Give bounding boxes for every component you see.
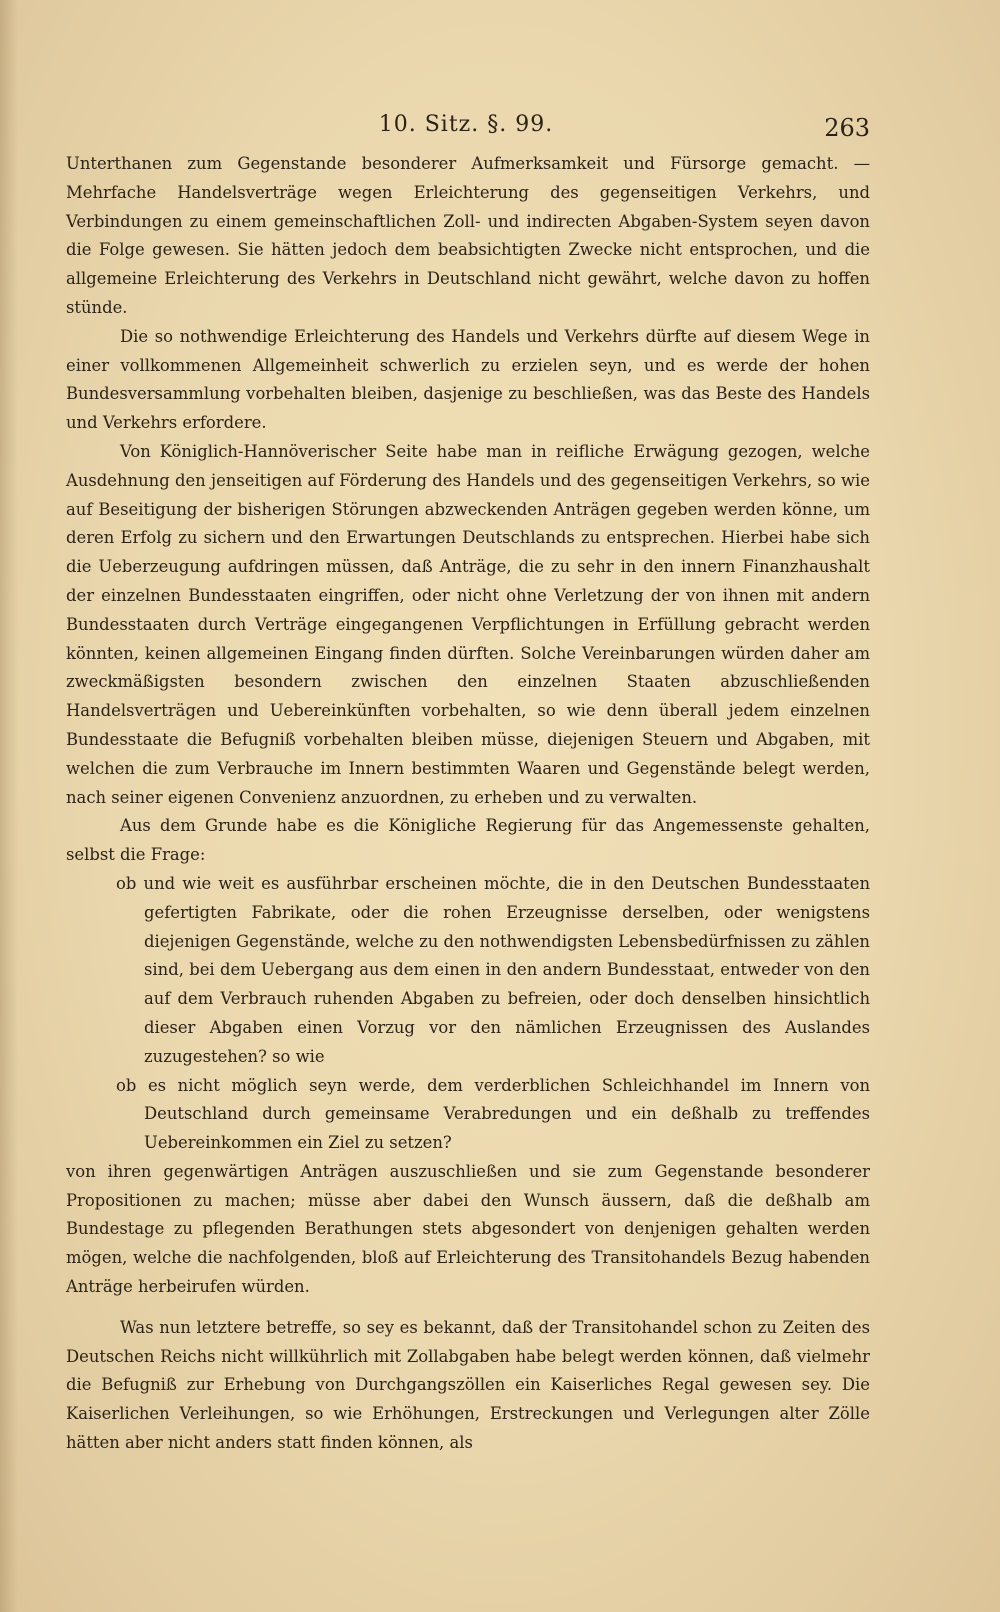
paragraph: Von Königlich-Hannöverischer Seite habe man in reifliche Erwägung gezogen, welche Ausdehnung den jenseitigen auf Förderung des Handels und des gegenseitigen Verkehrs, so wie auf Beseitigung der bisherigen Störungen abzweckenden Anträgen gegeben werden könne, um deren Erfolg zu sichern und den Erwartungen Deutschlands zu entsprechen. Hierbei habe sich die Ueberzeugung aufdringen müssen, daß Anträge, die zu sehr in den innern Finanzhaushalt der einzelnen Bundesstaaten eingriffen, oder nicht ohne Verletzung der von ihnen mit andern Bundesstaaten durch Verträge eingegangenen Verpflichtungen in Erfüllung gebracht werden könnten, keinen allgemeinen Eingang finden dürften. Solche Vereinbarungen würden daher am zweckmäßigsten besondern zwischen den einzelnen Staaten abzuschließenden Handelsverträgen und Uebereinkünften vorbehalten, so wie denn überall jedem einzelnen Bundesstaate die Befugniß vorbehalten bleiben müsse, diejenigen Steuern und Abgaben, mit welchen die zum Verbrauche im Innern bestimmten Waaren und Gegenstände belegt werden, nach seiner eigenen Convenienz anzuordnen, zu erheben und zu verwalten.	[66, 441, 870, 807]
paragraph: Aus dem Grunde habe es die Königliche Regierung für das Angemessenste gehalten, selbst die Frage:	[66, 816, 870, 865]
question-item-text: ob es nicht möglich seyn werde, dem verderblichen Schleichhandel im Innern von Deutschland durch gemeinsame Verabredungen und ein deßhalb zu treffendes Uebereinkommen ein Ziel zu setzen?	[116, 1075, 870, 1153]
body-text	[66, 150, 870, 1458]
paragraph-continuation: Unterthanen zum Gegenstande besonderer Aufmerksamkeit und Fürsorge gemacht. — Mehrfache Handelsverträge wegen Erleichterung des gegenseitigen Verkehrs, und Verbindungen zu einem gemeinschaftlichen Zoll- und indirecten Abgaben-System seyen davon die Folge gewesen. Sie hätten jedoch dem beabsichtigten Zwecke nicht entsprochen, und die allgemeine Erleichterung des Verkehrs in Deutschland nicht gewährt, welche davon zu hoffen stünde.	[66, 154, 870, 317]
page-header	[66, 108, 870, 148]
page-edge-shadow	[0, 0, 18, 1612]
question-item	[116, 870, 870, 1072]
paragraph: Was nun letztere betreffe, so sey es bekannt, daß der Transitohandel schon zu Zeiten des Deutschen Reichs nicht willkührlich mit Zollabgaben habe belegt werden können, daß vielmehr die Befugniß zur Erhebung von Durchgangszöllen ein Kaiserliches Regal gewesen sey. Die Kaiserlichen Verleihungen, so wie Erhöhungen, Erstreckungen und Verlegungen alter Zölle hätten aber nicht anders statt finden können, als	[66, 1317, 870, 1453]
running-head: 10. Sitz. §. 99.	[378, 112, 554, 137]
paragraph: Die so nothwendige Erleichterung des Handels und Verkehrs dürfte auf diesem Wege in einer vollkommenen Allgemeinheit schwerlich zu erzielen seyn, und es werde der hohen Bundesversammlung vorbehalten bleiben, dasjenige zu beschließen, was das Beste des Handels und Verkehrs erfordere.	[66, 326, 870, 433]
page-number: 263	[824, 114, 870, 142]
question-item-text: ob und wie weit es ausführbar erscheinen möchte, die in den Deutschen Bundesstaaten gefertigten Fabrikate, oder die rohen Erzeugnisse derselben, oder wenigstens diejenigen Gegenstände, welche zu den nothwendigsten Lebensbedürfnissen zu zählen sind, bei dem Uebergang aus dem einen in den andern Bundesstaat, entweder von den auf dem Verbrauch ruhenden Abgaben zu befreien, oder doch denselben hinsichtlich dieser Abgaben einen Vorzug vor den nämlichen Erzeugnissen des Auslandes zuzugestehen? so wie	[116, 873, 870, 1066]
paragraph: von ihren gegenwärtigen Anträgen auszuschließen und sie zum Gegenstande besonderer Propositionen zu machen; müsse aber dabei den Wunsch äussern, daß die deßhalb am Bundestage zu pflegenden Berathungen stets abgesondert von denjenigen gehalten werden mögen, welche die nachfolgenden, bloß auf Erleichterung des Transitohandels Bezug habenden Anträge herbeirufen würden.	[66, 1161, 870, 1297]
question-item	[116, 1072, 870, 1158]
